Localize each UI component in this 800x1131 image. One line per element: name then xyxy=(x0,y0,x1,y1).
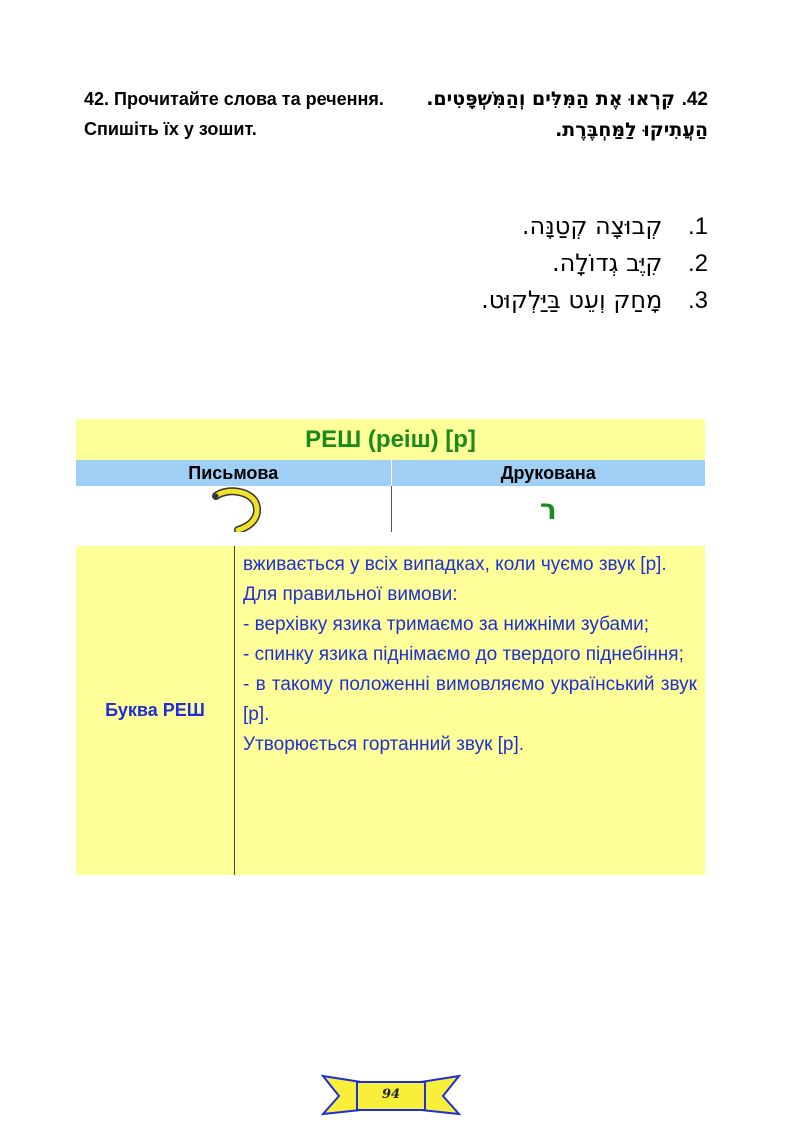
column-header-written: Письмова xyxy=(188,463,279,483)
list-item: 3. מָחַק וְעֵט בַּיַּלְקוּט. xyxy=(481,286,708,314)
info-line: Утворюється гортанний звук [р]. xyxy=(243,734,525,755)
info-label: Буква РЕШ xyxy=(105,700,205,720)
item-number: 3 xyxy=(694,287,708,314)
written-resh-glyph xyxy=(76,486,391,532)
letter-info-table xyxy=(76,546,705,875)
page-number: 94 xyxy=(381,1087,401,1102)
list-item: 1. קְבוּצָה קְטַנָּה. xyxy=(521,212,708,240)
sentence-text: קְבוּצָה קְטַנָּה. xyxy=(521,212,663,240)
hebrew-instruction xyxy=(408,84,708,145)
item-number: 1 xyxy=(694,213,708,240)
info-line: вживається у всіх випадках, коли чуємо звук [р]. xyxy=(243,554,667,575)
letter-table xyxy=(76,419,705,532)
list-item: 2. קִיֶּב גְדוֹלָה. xyxy=(551,249,708,277)
letter-table-row xyxy=(76,486,705,532)
printed-resh-letter: ר xyxy=(539,492,557,526)
ukrainian-instruction: 42. Прочитайте слова та речення. Спишіть їх у зошит. xyxy=(84,89,384,139)
item-number: 2 xyxy=(694,250,708,277)
hebrew-instruction-text: קִרְאוּ אֶת הַמִּלִּים וְהַמִּשְׁפָּטִים. הַעֲתִיקוּ לַמַּחְבֶּרֶת. xyxy=(426,88,708,141)
sentence-text: קִיֶּב גְדוֹלָה. xyxy=(551,249,663,277)
column-header-printed: Друкована xyxy=(391,460,706,486)
info-line: - в такому положенні вимовляємо український звук [р]. xyxy=(243,674,697,725)
letter-table-title: РЕШ (реіш) [р] xyxy=(76,419,705,460)
letter-table-header xyxy=(76,460,705,486)
info-description-cell xyxy=(235,546,705,875)
hebrew-sentence-list xyxy=(348,208,708,319)
written-letter-cell xyxy=(76,486,391,532)
info-line: - спинку язика піднімаємо до твердого піднебіння; xyxy=(243,644,684,665)
info-line: - верхівку язика тримаємо за нижніми зубами; xyxy=(243,614,650,635)
sentence-text: מָחַק וְעֵט בַּיַּלְקוּט. xyxy=(481,286,663,314)
info-line: Для правильної вимови: xyxy=(243,584,458,605)
hebrew-exercise-number: 42. xyxy=(681,89,708,110)
info-label-cell xyxy=(76,546,235,875)
printed-letter-cell xyxy=(391,486,706,532)
